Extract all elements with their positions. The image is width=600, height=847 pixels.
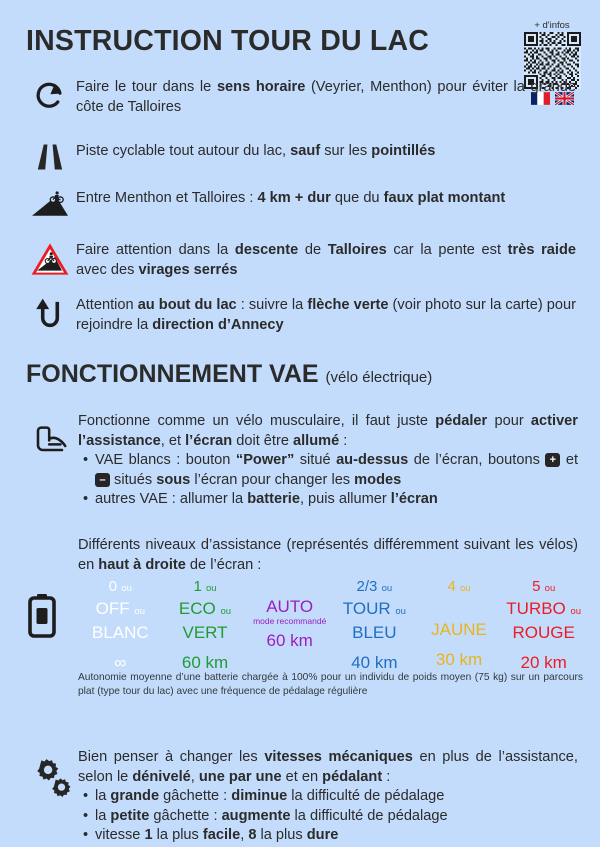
assistance-range: 20 km bbox=[520, 653, 567, 672]
instruction-text-bike-path: Piste cyclable tout autour du lac, sauf sur les pointillés bbox=[76, 143, 436, 159]
assistance-level-alt-name: ROUGE bbox=[512, 623, 575, 642]
assistance-range: 30 km bbox=[435, 650, 483, 669]
assistance-level-note: mode recommandé bbox=[253, 616, 327, 626]
vae-intro-text: Fonctionne comme un vélo musculaire, il faut juste pédaler pour activer l’assistance, et l’écran doit être allumé : bbox=[78, 413, 578, 449]
vae-title-text: FONCTIONNEMENT VAE bbox=[26, 360, 319, 388]
road-icon bbox=[24, 142, 76, 171]
assistance-column-turbo bbox=[501, 578, 586, 673]
assistance-intro-text: Différents niveaux d’assistance (représentés différemment suivant les vélos) en haut à droite de l’écran : bbox=[78, 537, 578, 573]
gears-intro-text: Bien penser à changer les vitesses mécaniques en plus de l’assistance, selon le dénivelé, une par une et en pédalant : bbox=[78, 749, 578, 785]
list-item: • VAE blancs : bouton “Power” situé au-dessus de l’écran, boutons + et – situés sous l’écran pour changer les modes bbox=[95, 451, 578, 490]
assistance-footnote: Autonomie moyenne d’une batterie chargée à 100% pour un individu de poids moyen (75 kg) sur un parcours plat (type tour du lac) avec une fréquence de pédalage régulière bbox=[78, 672, 583, 697]
assistance-level-name: TURBO ou bbox=[506, 599, 582, 618]
hand-pressing-button-icon bbox=[24, 418, 76, 458]
assistance-level-name: AUTO bbox=[266, 597, 314, 616]
instruction-text-u-turn: Attention au bout du lac : suivre la flèche verte (voir photo sur la carte) pour rejoindre la direction d’Annecy bbox=[76, 297, 576, 333]
assistance-level-alt-name: JAUNE bbox=[431, 620, 487, 639]
assistance-range: 60 km bbox=[266, 630, 313, 650]
clockwise-arrow-icon bbox=[24, 78, 76, 113]
vae-subtitle-text: (vélo électrique) bbox=[325, 369, 433, 386]
assistance-column-jaune bbox=[417, 578, 502, 673]
assistance-column-auto bbox=[247, 578, 332, 673]
assistance-column-off bbox=[78, 578, 163, 673]
assistance-range: 40 km bbox=[351, 653, 398, 672]
assistance-level-number: 2/3 ou bbox=[356, 578, 393, 595]
assistance-level-alt-name: BLEU bbox=[352, 623, 397, 642]
instruction-row-u-turn bbox=[24, 296, 580, 335]
list-item: • vitesse 1 la plus facile, 8 la plus dure bbox=[95, 826, 578, 846]
assistance-levels-table bbox=[78, 578, 586, 673]
assistance-level-name: ECO ou bbox=[178, 599, 232, 618]
assistance-level-number: 0 ou bbox=[108, 578, 132, 595]
instruction-row-bike-path bbox=[24, 142, 580, 171]
assistance-level-name: TOUR ou bbox=[342, 599, 406, 618]
instruction-text-clockwise: Faire le tour dans le sens horaire (Veyrier, Menthon) pour éviter la grande côte de Talloires bbox=[76, 79, 576, 115]
list-item: • la grande gâchette : diminue la difficulté de pédalage bbox=[95, 787, 578, 807]
assistance-column-tour bbox=[332, 578, 417, 673]
assistance-level-name: OFF ou bbox=[95, 599, 145, 618]
list-item: • autres VAE : allumer la batterie, puis allumer l’écran bbox=[95, 490, 578, 510]
vae-bullet-list bbox=[78, 451, 578, 510]
assistance-level-name bbox=[417, 598, 502, 619]
assistance-range: ∞ bbox=[114, 653, 127, 672]
assistance-level-alt-name: BLANC bbox=[91, 623, 149, 642]
list-item: • la petite gâchette : augmente la difficulté de pédalage bbox=[95, 807, 578, 827]
battery-icon bbox=[27, 593, 57, 643]
gears-bullet-list bbox=[78, 787, 578, 846]
assistance-column-eco bbox=[163, 578, 248, 673]
instruction-row-hill bbox=[24, 189, 580, 221]
page-title: INSTRUCTION TOUR DU LAC bbox=[26, 25, 430, 57]
assistance-level-number: 4 ou bbox=[447, 578, 471, 595]
assistance-range: 60 km bbox=[181, 653, 229, 672]
assistance-level-alt-name: VERT bbox=[182, 623, 228, 642]
assistance-level-number: 5 ou bbox=[532, 578, 556, 595]
more-info-label: + d'infos bbox=[534, 20, 570, 31]
u-turn-arrow-icon bbox=[24, 296, 76, 331]
hill-cyclist-icon bbox=[24, 189, 76, 221]
assistance-level-number bbox=[247, 578, 332, 596]
instruction-row-descent-warning bbox=[24, 241, 580, 280]
assistance-level-number: 1 ou bbox=[193, 578, 217, 595]
instruction-text-descent-warning: Faire attention dans la descente de Talloires car la pente est très raide avec des virages serrés bbox=[76, 242, 576, 278]
instruction-text-hill: Entre Menthon et Talloires : 4 km + dur que du faux plat montant bbox=[76, 190, 506, 206]
vae-section-title bbox=[26, 360, 432, 389]
steep-descent-warning-icon bbox=[24, 241, 76, 277]
gears-icon bbox=[22, 756, 78, 802]
instruction-row-clockwise bbox=[24, 78, 580, 117]
